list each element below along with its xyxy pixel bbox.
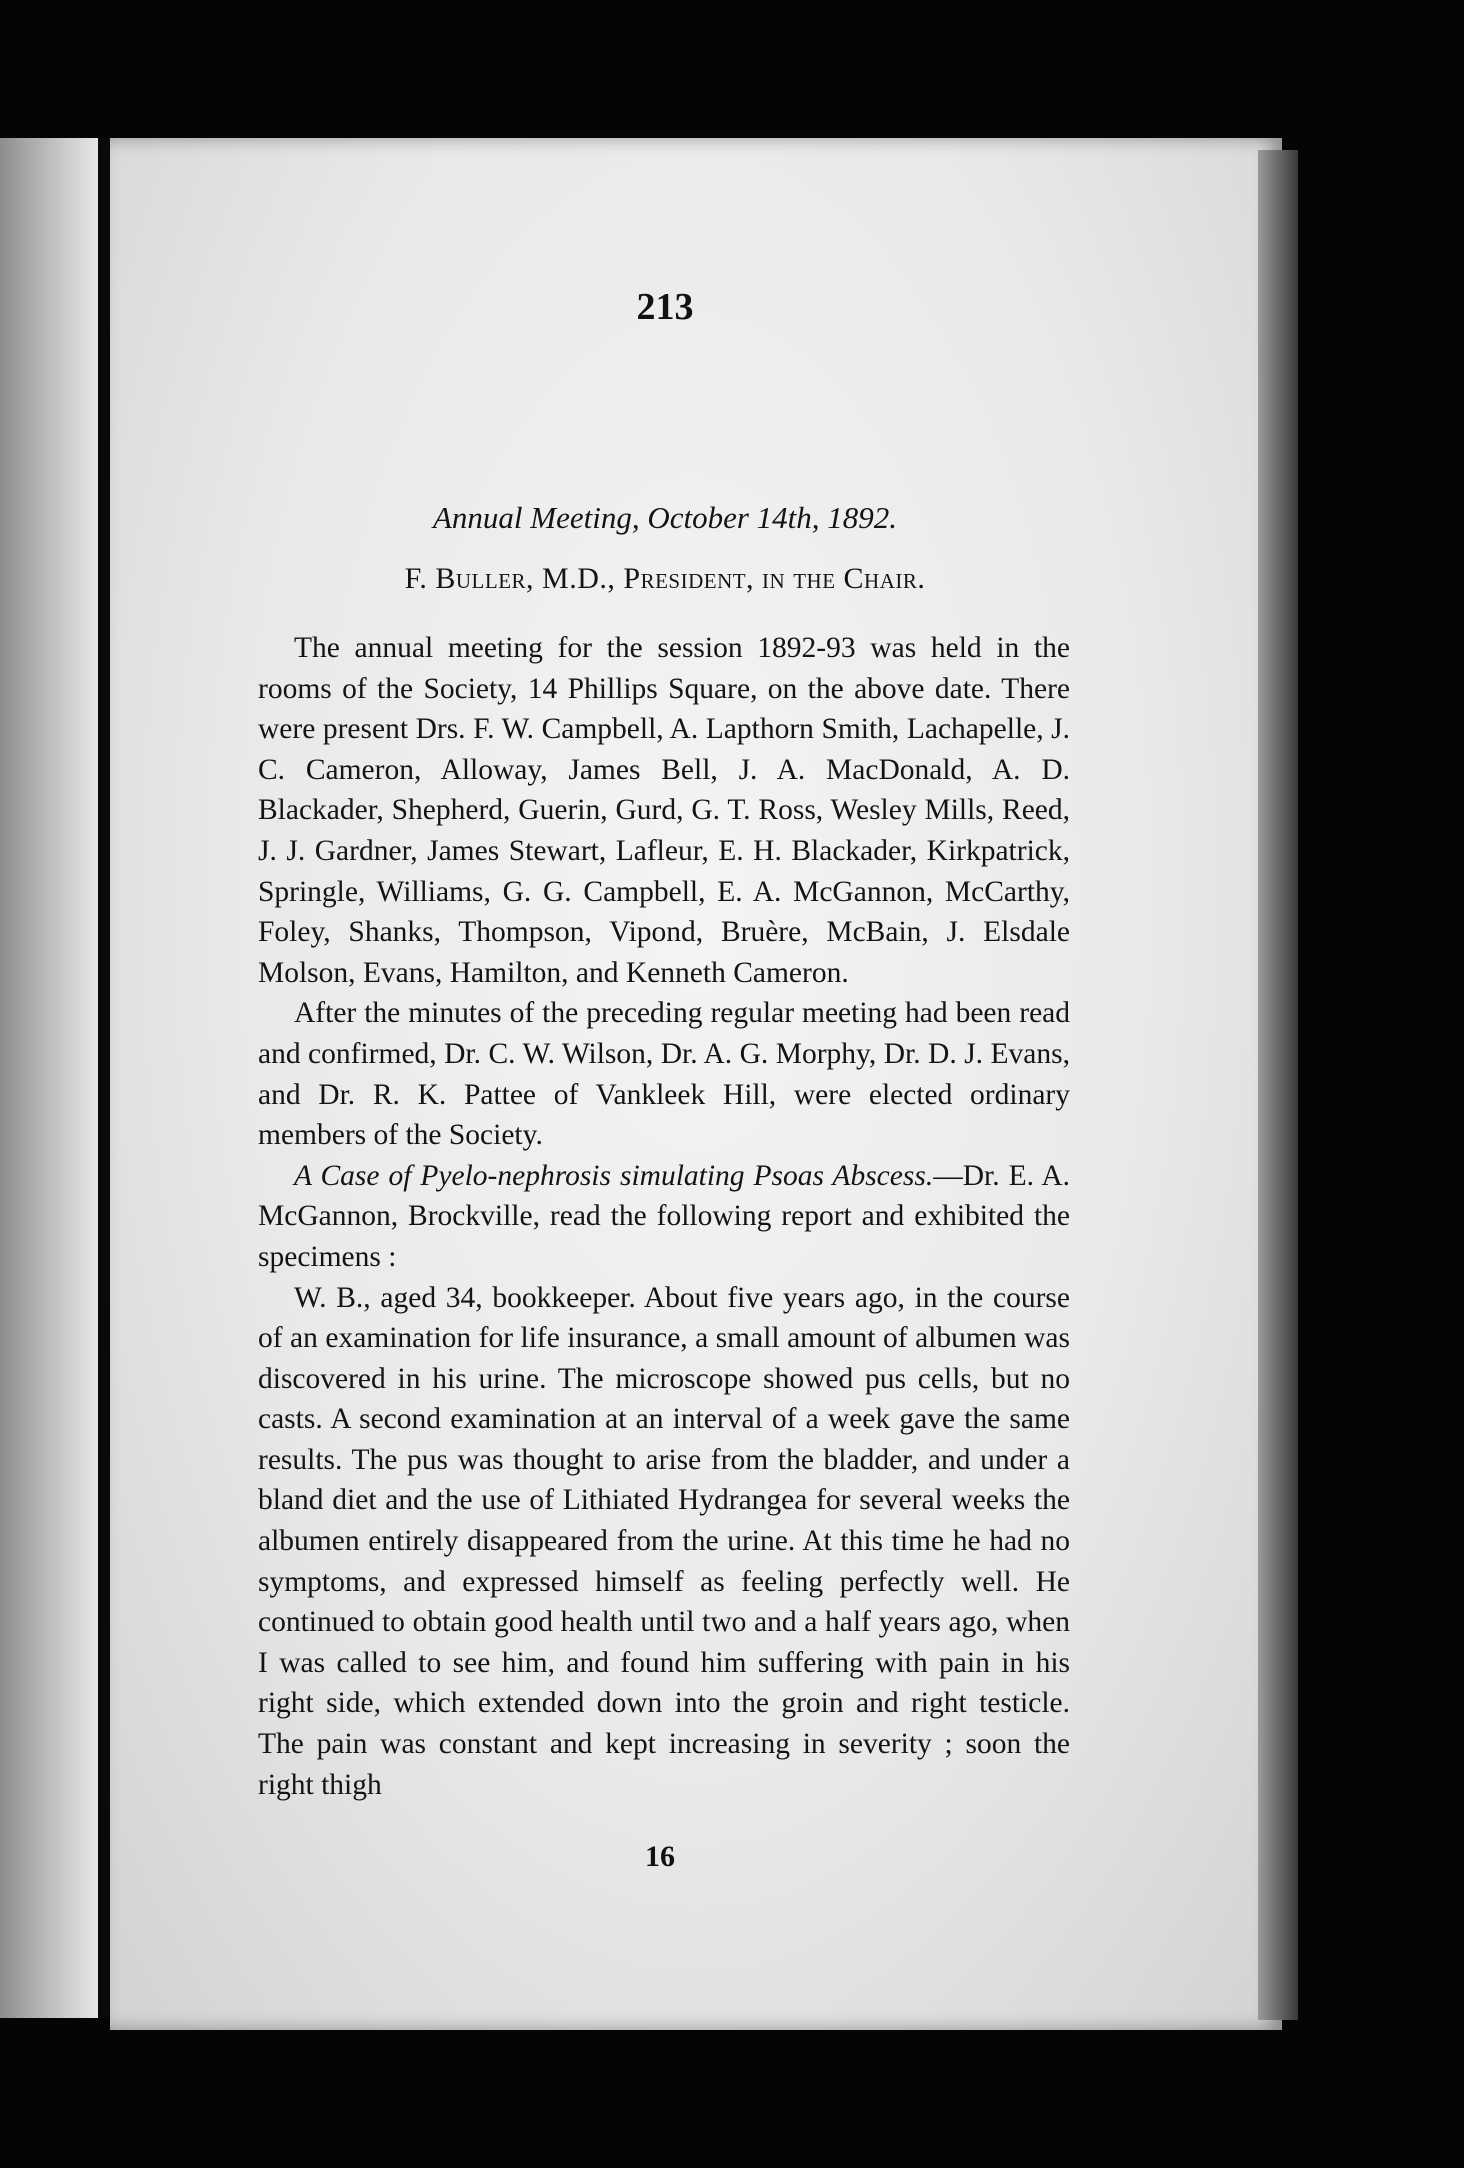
signature-mark: 16 [645, 1840, 675, 1873]
page-stack-edge [1258, 150, 1298, 2020]
case-intro: —Dr. E. A. McGannon, Brockville, read the following report and exhibited the specimens : [258, 1159, 1070, 1273]
paragraph-attendance: The annual meeting for the session 1892-93 was held in the rooms of the Society, 14 Phillips Square, on the above date. There were present Drs. F. W. Campbell, A. Lapthorn Smith, Lachapelle, J. C. Cameron, Alloway, James Bell, J. A. MacDonald, A. D. Blackader, Shepherd, Guerin, Gurd, G. T. Ross, Wesley Mills, Reed, J. J. Gardner, James Stewart, Lafleur, E. H. Blackader, Kirkpatrick, Springle, Williams, G. G. Campbell, E. A. McGannon, McCarthy, Foley, Shanks, Thompson, Vipond, Bruère, McBain, J. Elsdale Molson, Evans, Hamilton, and Kenneth Cameron. [258, 632, 1070, 989]
book-gutter [98, 138, 110, 2018]
paragraph-case-heading [258, 1156, 1070, 1278]
case-title: A Case of Pyelo-nephrosis simulating Psoas Abscess. [294, 1159, 934, 1192]
body-text [258, 628, 1070, 1805]
meeting-title: Annual Meeting, October 14th, 1892. [432, 500, 898, 535]
facing-page-edge [0, 138, 98, 2018]
paragraph-case-report: W. B., aged 34, bookkeeper. About five years ago, in the course of an examination for life insurance, a small amount of albumen was discovered in his urine. The microscope showed pus cells, but no casts. A second examination at an interval of a week gave the same results. The pus was thought to arise from the bladder, and under a bland diet and the use of Lithiated Hydrangea for several weeks the albumen entirely disappeared from the urine. At this time he had no symptoms, and expressed himself as feeling perfectly well. He continued to obtain good health until two and a half years ago, when I was called to see him, and found him suffering with pain in his right side, which extended down into the groin and right testicle. The pain was constant and kept increasing in severity ; soon the right thigh [258, 1281, 1070, 1801]
page-number: 213 [636, 286, 694, 328]
chair-line: F. Buller, M.D., President, in the Chair. [404, 562, 926, 595]
paragraph-new-members: After the minutes of the preceding regular meeting had been read and confirmed, Dr. C. W. Wilson, Dr. A. G. Morphy, Dr. D. J. Evans, and Dr. R. K. Pattee of Vankleek Hill, were elected ordinary members of the Society. [258, 997, 1070, 1152]
